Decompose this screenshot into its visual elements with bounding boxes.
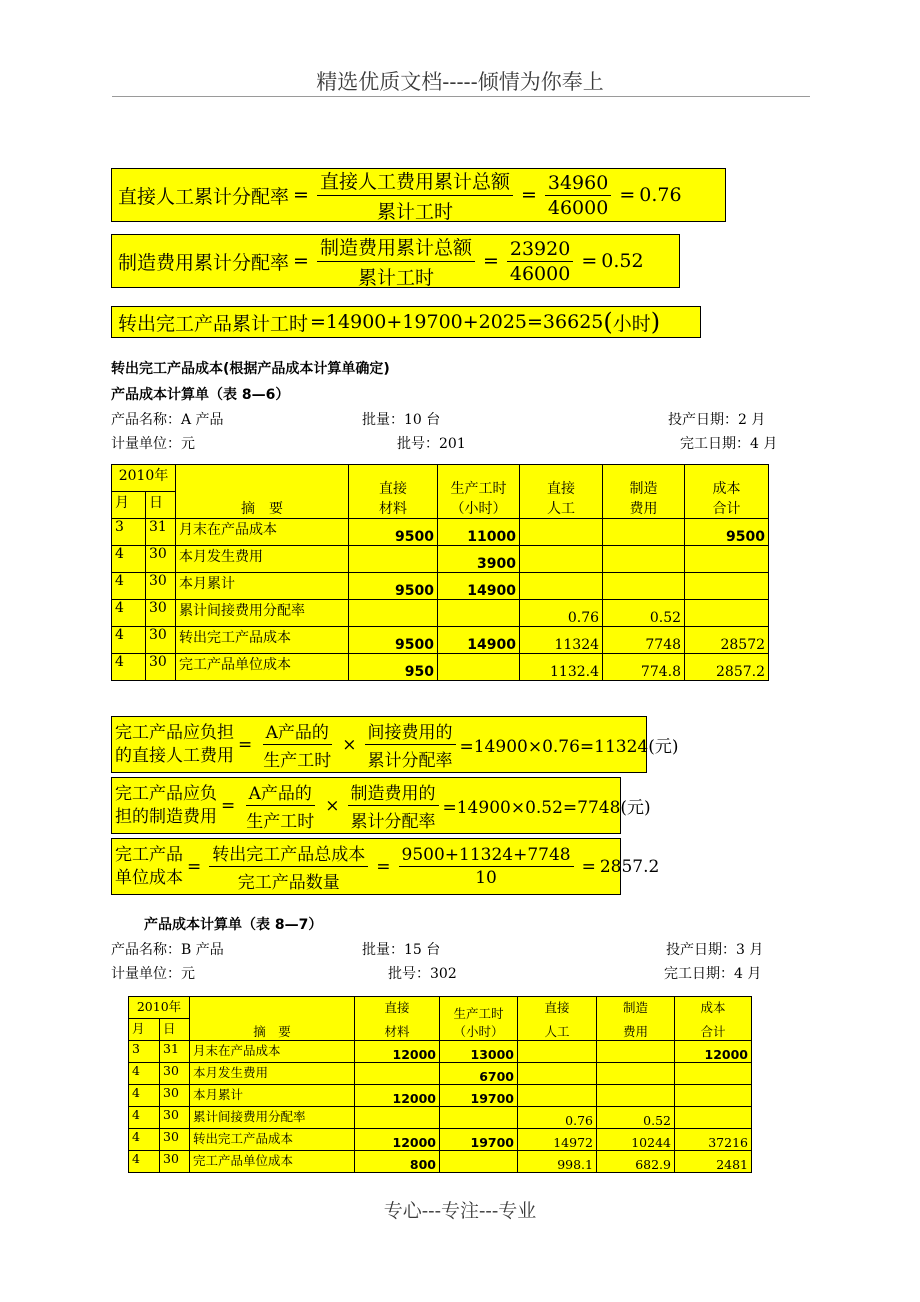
total-header: 成本 合计 — [685, 465, 769, 519]
fraction: $\frac{23920}{46000}$ — [507, 238, 573, 285]
formula-expression: =14900×0.52=7748(元) — [442, 798, 651, 818]
formula-overhead-allocation: 完工产品应负 担的制造费用 = $\frac{\text{A产品的}}{\text{生产工时}}$ × $\frac{\text{制造费用的}}{\text{累计分配率}}$ =14900×0.52=7748(元) — [111, 777, 621, 834]
fraction: $\frac{\text{制造费用累计总额}}{\text{累计工时}}$ — [317, 233, 475, 290]
formula-label: 直接人工累计分配率 — [118, 185, 290, 208]
cost-table-b — [128, 996, 752, 1173]
formula-cumulative-hours: 转出完工产品累计工时 =14900+19700+2025=36625 ( 小时 ) — [111, 306, 701, 338]
fraction: $\frac{34960}{46000}$ — [545, 172, 611, 219]
start-date: 投产日期：2 月 — [668, 412, 766, 428]
table-row: 4 30 累计间接费用分配率 0.76 0.52 — [112, 600, 769, 627]
formula-unit-cost: 完工产品 单位成本 = $\frac{\text{转出完工产品总成本}}{\text{完工产品数量}}$ = $\frac{9500+11324+7748}{10}$ = 2857.2 — [111, 838, 621, 895]
table-row: 4 30 累计间接费用分配率 0.76 0.52 — [129, 1107, 752, 1129]
batch-number: 批号：302 — [388, 966, 457, 982]
hours-header: 生产工时 （小时） — [440, 997, 518, 1041]
material-header: 直接 材料 — [349, 465, 438, 519]
finish-date: 完工日期：4 月 — [680, 436, 778, 452]
table-row: 4 30 转出完工产品成本 12000 19700 14972 10244 37216 — [129, 1129, 752, 1151]
formula-result: 0.76 — [639, 184, 682, 206]
table-row: 4 30 转出完工产品成本 9500 14900 11324 7748 28572 — [112, 627, 769, 654]
table-a-title: 产品成本计算单（表 8—6） — [111, 387, 290, 403]
formula-label: 制造费用累计分配率 — [118, 251, 290, 274]
formula-result: 2857.2 — [599, 856, 660, 877]
overhead-header: 制造 费用 — [603, 465, 685, 519]
table-b-title: 产品成本计算单（表 8—7） — [144, 917, 323, 933]
month-header: 月 — [112, 492, 146, 519]
formula-overhead-rate: 制造费用累计分配率 = $\frac{\text{制造费用累计总额}}{\text{累计工时}}$ = $\frac{23920}{46000}$ = 0.52 — [111, 234, 680, 288]
day-header: 日 — [146, 492, 176, 519]
table-row: 4 30 本月发生费用 3900 — [112, 546, 769, 573]
month-header: 月 — [129, 1019, 160, 1041]
formula-labor-rate: 直接人工累计分配率 = $\frac{\text{直接人工费用累计总额}}{\text{累计工时}}$ = $\frac{34960}{46000}$ = 0.76 — [111, 168, 726, 222]
fraction: $\frac{\text{A产品的}}{\text{生产工时}}$ — [260, 718, 334, 771]
batch-size: 批量：10 台 — [362, 412, 441, 428]
summary-header: 摘 要 — [176, 465, 349, 519]
day-header: 日 — [160, 1019, 190, 1041]
fraction: $\frac{\text{A产品的}}{\text{生产工时}}$ — [243, 779, 317, 832]
formula-result: 0.52 — [601, 250, 644, 272]
formula-labor-allocation: 完工产品应负担 的直接人工费用 = $\frac{\text{A产品的}}{\text{生产工时}}$ × $\frac{\text{间接费用的}}{\text{累计分配率}}$ =14900×0.76=11324(元) — [111, 716, 647, 773]
unit: 计量单位：元 — [111, 966, 195, 982]
table-row: 4 30 本月累计 12000 19700 — [129, 1085, 752, 1107]
product-name: 产品名称：A 产品 — [111, 412, 224, 428]
overhead-header: 制造 费用 — [597, 997, 675, 1041]
labor-header: 直接 人工 — [520, 465, 603, 519]
page-header-title: 精选优质文档-----倾情为你奉上 — [316, 70, 604, 94]
fraction: $\frac{\text{间接费用的}}{\text{累计分配率}}$ — [365, 718, 456, 771]
formula-label: 转出完工产品累计工时 — [118, 312, 309, 335]
formula-expression: =14900×0.76=11324(元) — [459, 737, 679, 757]
table-row: 4 30 本月累计 9500 14900 — [112, 573, 769, 600]
finish-date: 完工日期：4 月 — [664, 966, 762, 982]
start-date: 投产日期：3 月 — [666, 942, 764, 958]
year-header: 2010年 — [129, 997, 190, 1019]
table-row: 4 30 完工产品单位成本 950 1132.4 774.8 2857.2 — [112, 654, 769, 681]
page-footer-text: 专心---专注---专业 — [383, 1200, 537, 1222]
hours-header: 生产工时 （小时） — [438, 465, 520, 519]
fraction: $\frac{9500+11324+7748}{10}$ — [399, 845, 574, 888]
section-title: 转出完工产品成本(根据产品成本计算单确定) — [111, 361, 390, 377]
summary-header: 摘 要 — [190, 997, 355, 1041]
batch-size: 批量：15 台 — [362, 942, 441, 958]
material-header: 直接 材料 — [355, 997, 440, 1041]
table-row: 4 30 本月发生费用 6700 — [129, 1063, 752, 1085]
table-row: 3 31 月末在产品成本 12000 13000 12000 — [129, 1041, 752, 1063]
header-rule — [112, 96, 810, 97]
product-name: 产品名称：B 产品 — [111, 942, 224, 958]
fraction: $\frac{\text{直接人工费用累计总额}}{\text{累计工时}}$ — [317, 167, 513, 224]
labor-header: 直接 人工 — [518, 997, 597, 1041]
fraction: $\frac{\text{制造费用的}}{\text{累计分配率}}$ — [348, 779, 439, 832]
cost-table-a — [111, 464, 769, 681]
table-row: 3 31 月末在产品成本 9500 11000 9500 — [112, 519, 769, 546]
formula-unit: 小时 — [612, 312, 651, 335]
batch-number: 批号：201 — [397, 436, 466, 452]
formula-expression: =14900+19700+2025=36625 — [310, 311, 604, 333]
table-row: 4 30 完工产品单位成本 800 998.1 682.9 2481 — [129, 1151, 752, 1173]
total-header: 成本 合计 — [675, 997, 752, 1041]
fraction: $\frac{\text{转出完工产品总成本}}{\text{完工产品数量}}$ — [209, 840, 368, 893]
unit: 计量单位：元 — [111, 436, 195, 452]
year-header: 2010年 — [112, 465, 176, 492]
